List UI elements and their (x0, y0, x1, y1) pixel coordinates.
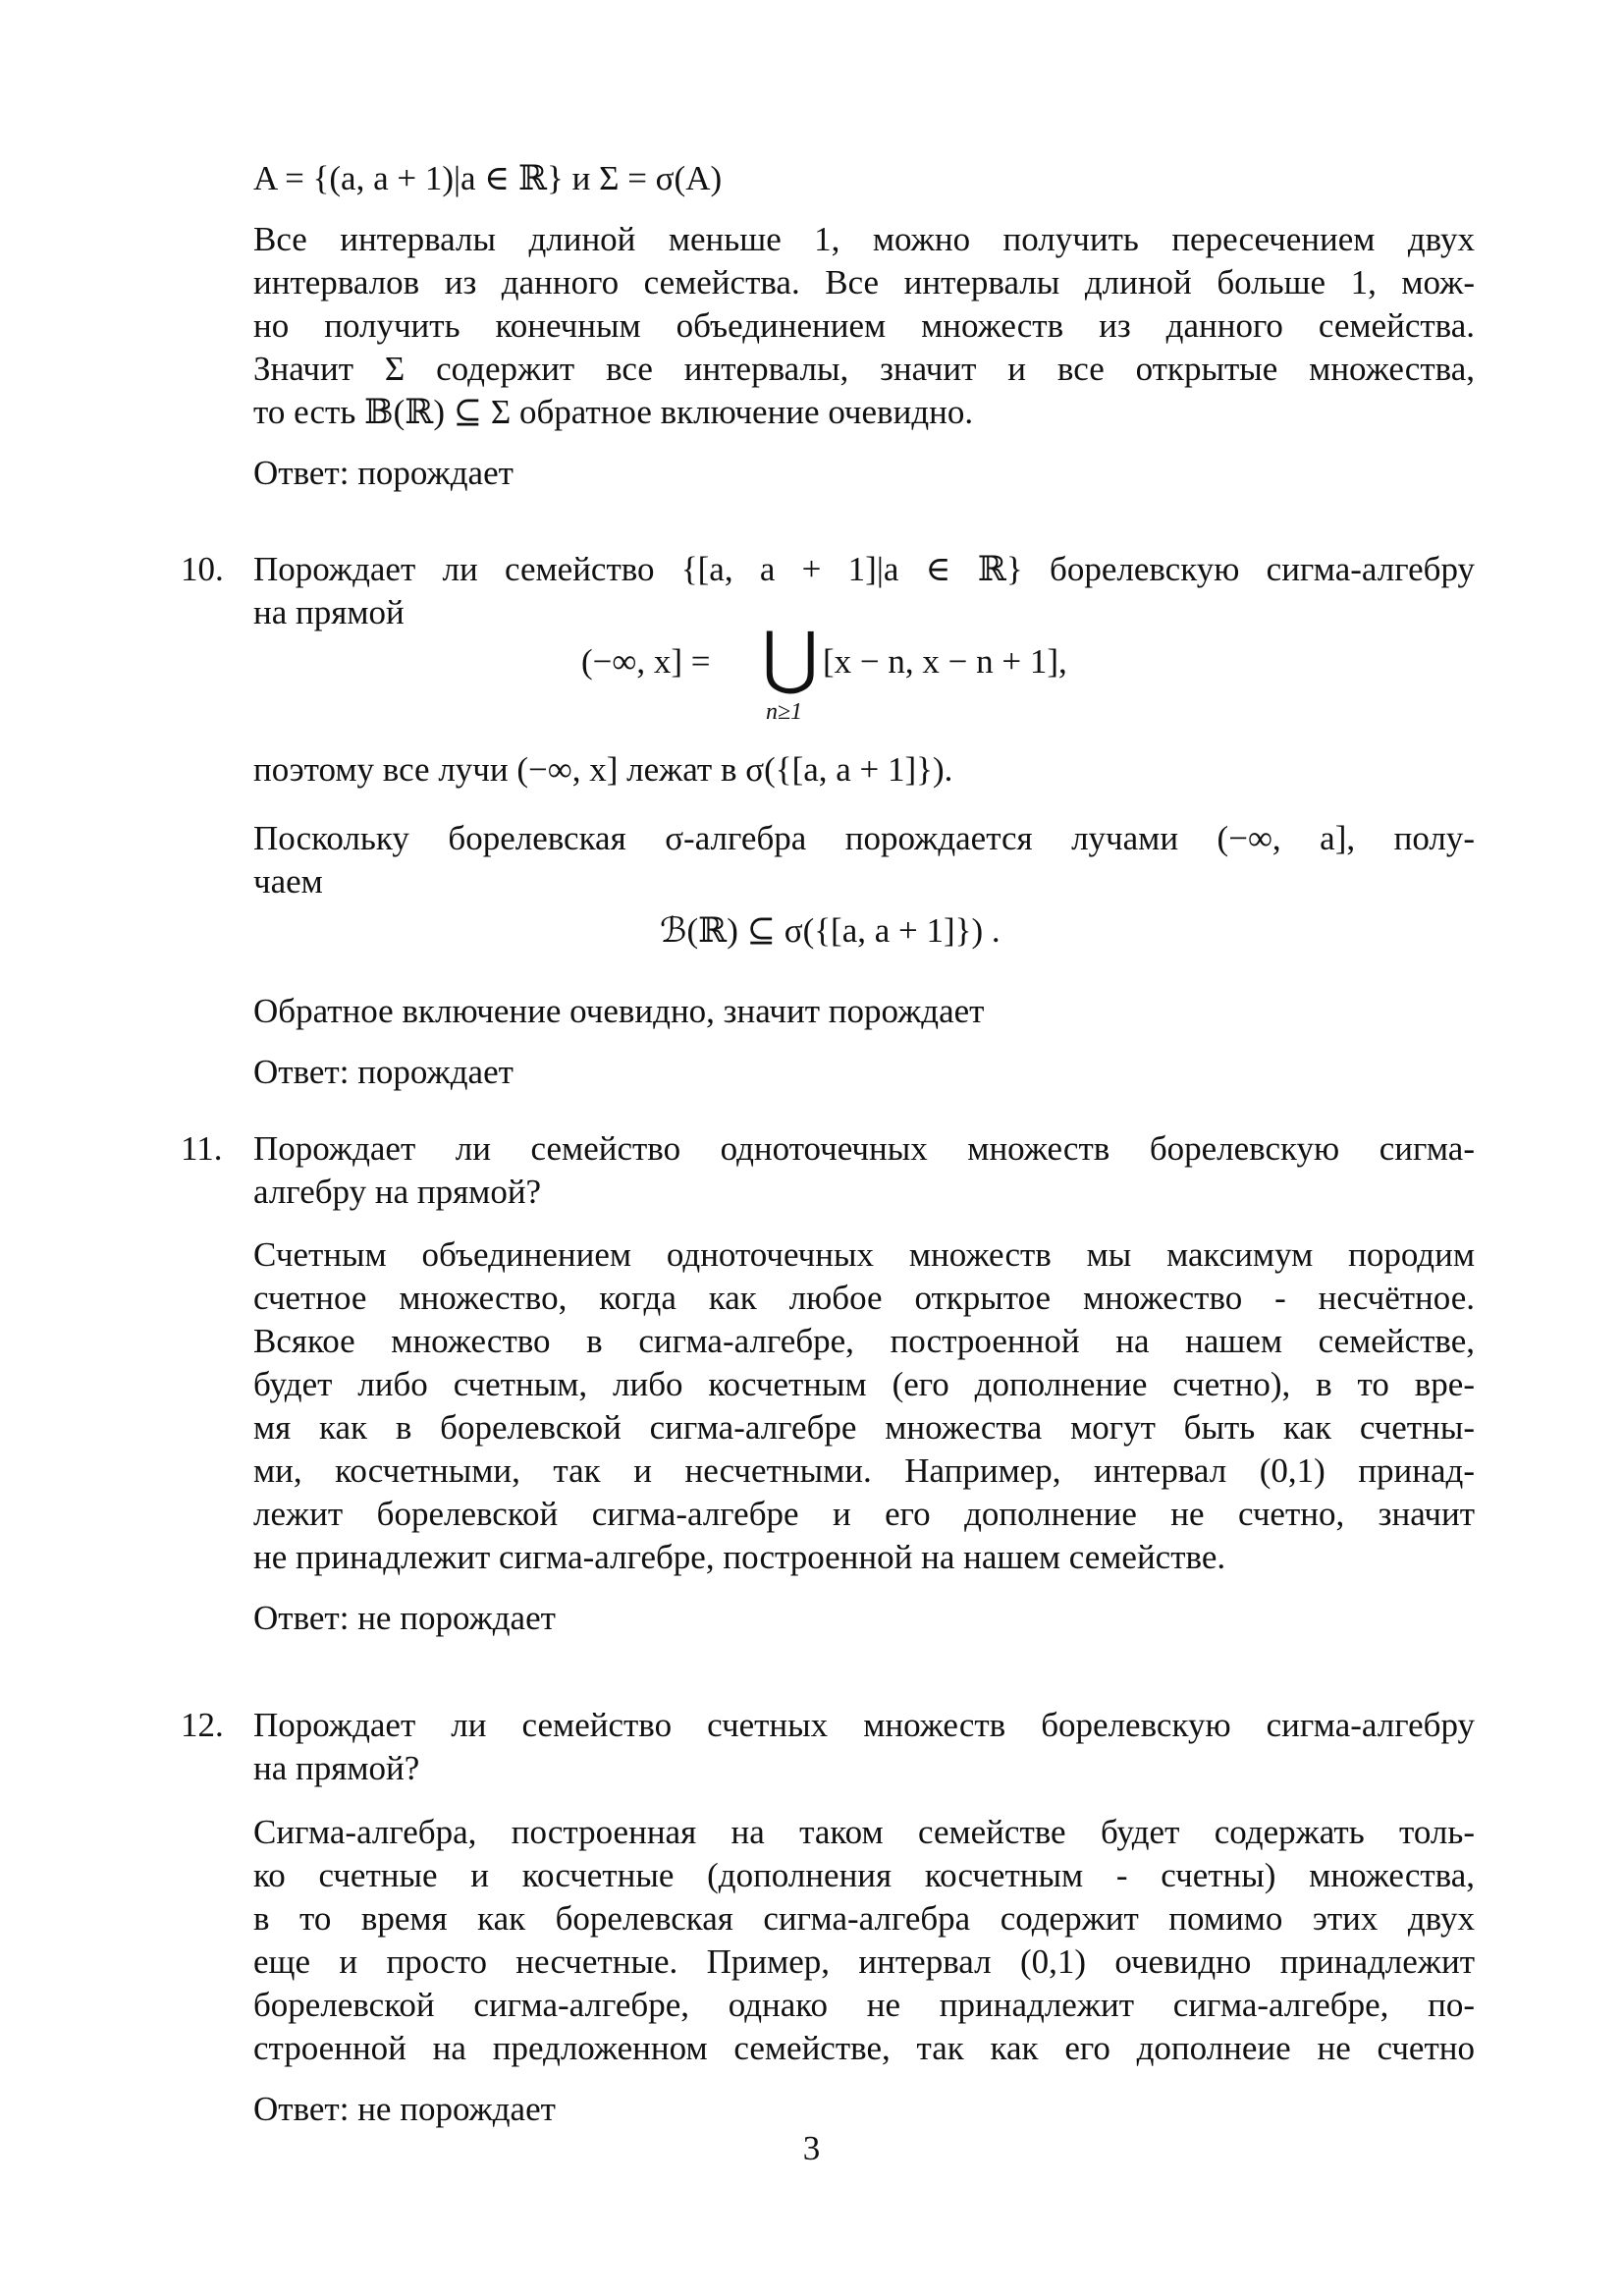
text-line: строенной на предложенном семействе, так как его дополнеие не счетно (253, 2029, 1475, 2067)
formula-lhs: (−∞, x] = (581, 642, 711, 681)
text-line: Обратное включение очевидно, значит порождает (253, 992, 985, 1030)
page-number: 3 (802, 2129, 821, 2167)
text-line: борелевской сигма-алгебре, однако не принадлежит сигма-алгебре, по- (253, 1986, 1475, 2024)
text-line: то есть 𝔹(ℝ) ⊆ Σ обратное включение очевидно. (253, 393, 974, 431)
intro-formula: A = {(a, a + 1)|a ∈ ℝ} и Σ = σ(A) (253, 159, 723, 197)
answer: Ответ: порождает (253, 454, 514, 492)
text-line: поэтому все лучи (−∞, x] лежат в σ({[a, a + 1]}). (253, 750, 953, 789)
question-line: Порождает ли семейство {[a, a + 1]|a ∈ ℝ} борелевскую сигма-алгебру (253, 550, 1475, 588)
question-line: на прямой? (253, 1749, 420, 1787)
text-line: Счетным объединением одноточечных множеств мы максимум породим (253, 1235, 1475, 1274)
question-line: Порождает ли семейство счетных множеств борелевскую сигма-алгебру (253, 1706, 1475, 1744)
formula-rhs: [x − n, x − n + 1], (823, 642, 1067, 681)
answer: Ответ: не порождает (253, 2090, 556, 2128)
text-line: лежит борелевской сигма-алгебре и его дополнение не счетно, значит (253, 1495, 1475, 1533)
item-number: 12. (181, 1706, 224, 1744)
text-line: не принадлежит сигма-алгебре, построенной на нашем семействе. (253, 1538, 1226, 1576)
union-operator: ⋃ (762, 621, 819, 696)
union-subscript: n≥1 (766, 699, 803, 725)
text-line: но получить конечным объединением множеств из данного семейства. (253, 306, 1475, 345)
text-line: чаем (253, 862, 323, 901)
text-line: Сигма-алгебра, построенная на таком семействе будет содержать толь- (253, 1813, 1475, 1851)
display-formula-inclusion: ℬ(ℝ) ⊆ σ({[a, a + 1]}) . (660, 911, 1001, 950)
question-line: алгебру на прямой? (253, 1173, 542, 1211)
text-line: в то время как борелевская сигма-алгебра содержит помимо этих двух (253, 1899, 1475, 1938)
text-line: Все интервалы длиной меньше 1, можно получить пересечением двух (253, 220, 1475, 258)
text-line: Значит Σ содержит все интервалы, значит и все открытые множества, (253, 350, 1475, 388)
text-line: будет либо счетным, либо косчетным (его дополнение счетно), в то вре- (253, 1365, 1475, 1403)
text-line: еще и просто несчетные. Пример, интервал (0,1) очевидно принадлежит (253, 1942, 1475, 1981)
text-line: интервалов из данного семейства. Все интервалы длиной больше 1, мож- (253, 263, 1475, 301)
item-number: 11. (181, 1129, 223, 1168)
text-line: счетное множество, когда как любое открытое множество - несчётное. (253, 1279, 1475, 1317)
answer: Ответ: не порождает (253, 1599, 556, 1637)
text-line: мя как в борелевской сигма-алгебре множества могут быть как счетны- (253, 1408, 1475, 1447)
question-line: Порождает ли семейство одноточечных множеств борелевскую сигма- (253, 1129, 1475, 1168)
question-line: на прямой (253, 593, 405, 631)
answer: Ответ: порождает (253, 1053, 514, 1091)
text-line: Поскольку борелевская σ-алгебра порождается лучами (−∞, a], полу- (253, 819, 1475, 857)
item-number: 10. (181, 550, 224, 588)
text-line: ко счетные и косчетные (дополнения косчетным - счетны) множества, (253, 1856, 1475, 1894)
text-line: ми, косчетными, так и несчетными. Например, интервал (0,1) принад- (253, 1451, 1475, 1490)
text-line: Всякое множество в сигма-алгебре, построенной на нашем семействе, (253, 1322, 1475, 1360)
